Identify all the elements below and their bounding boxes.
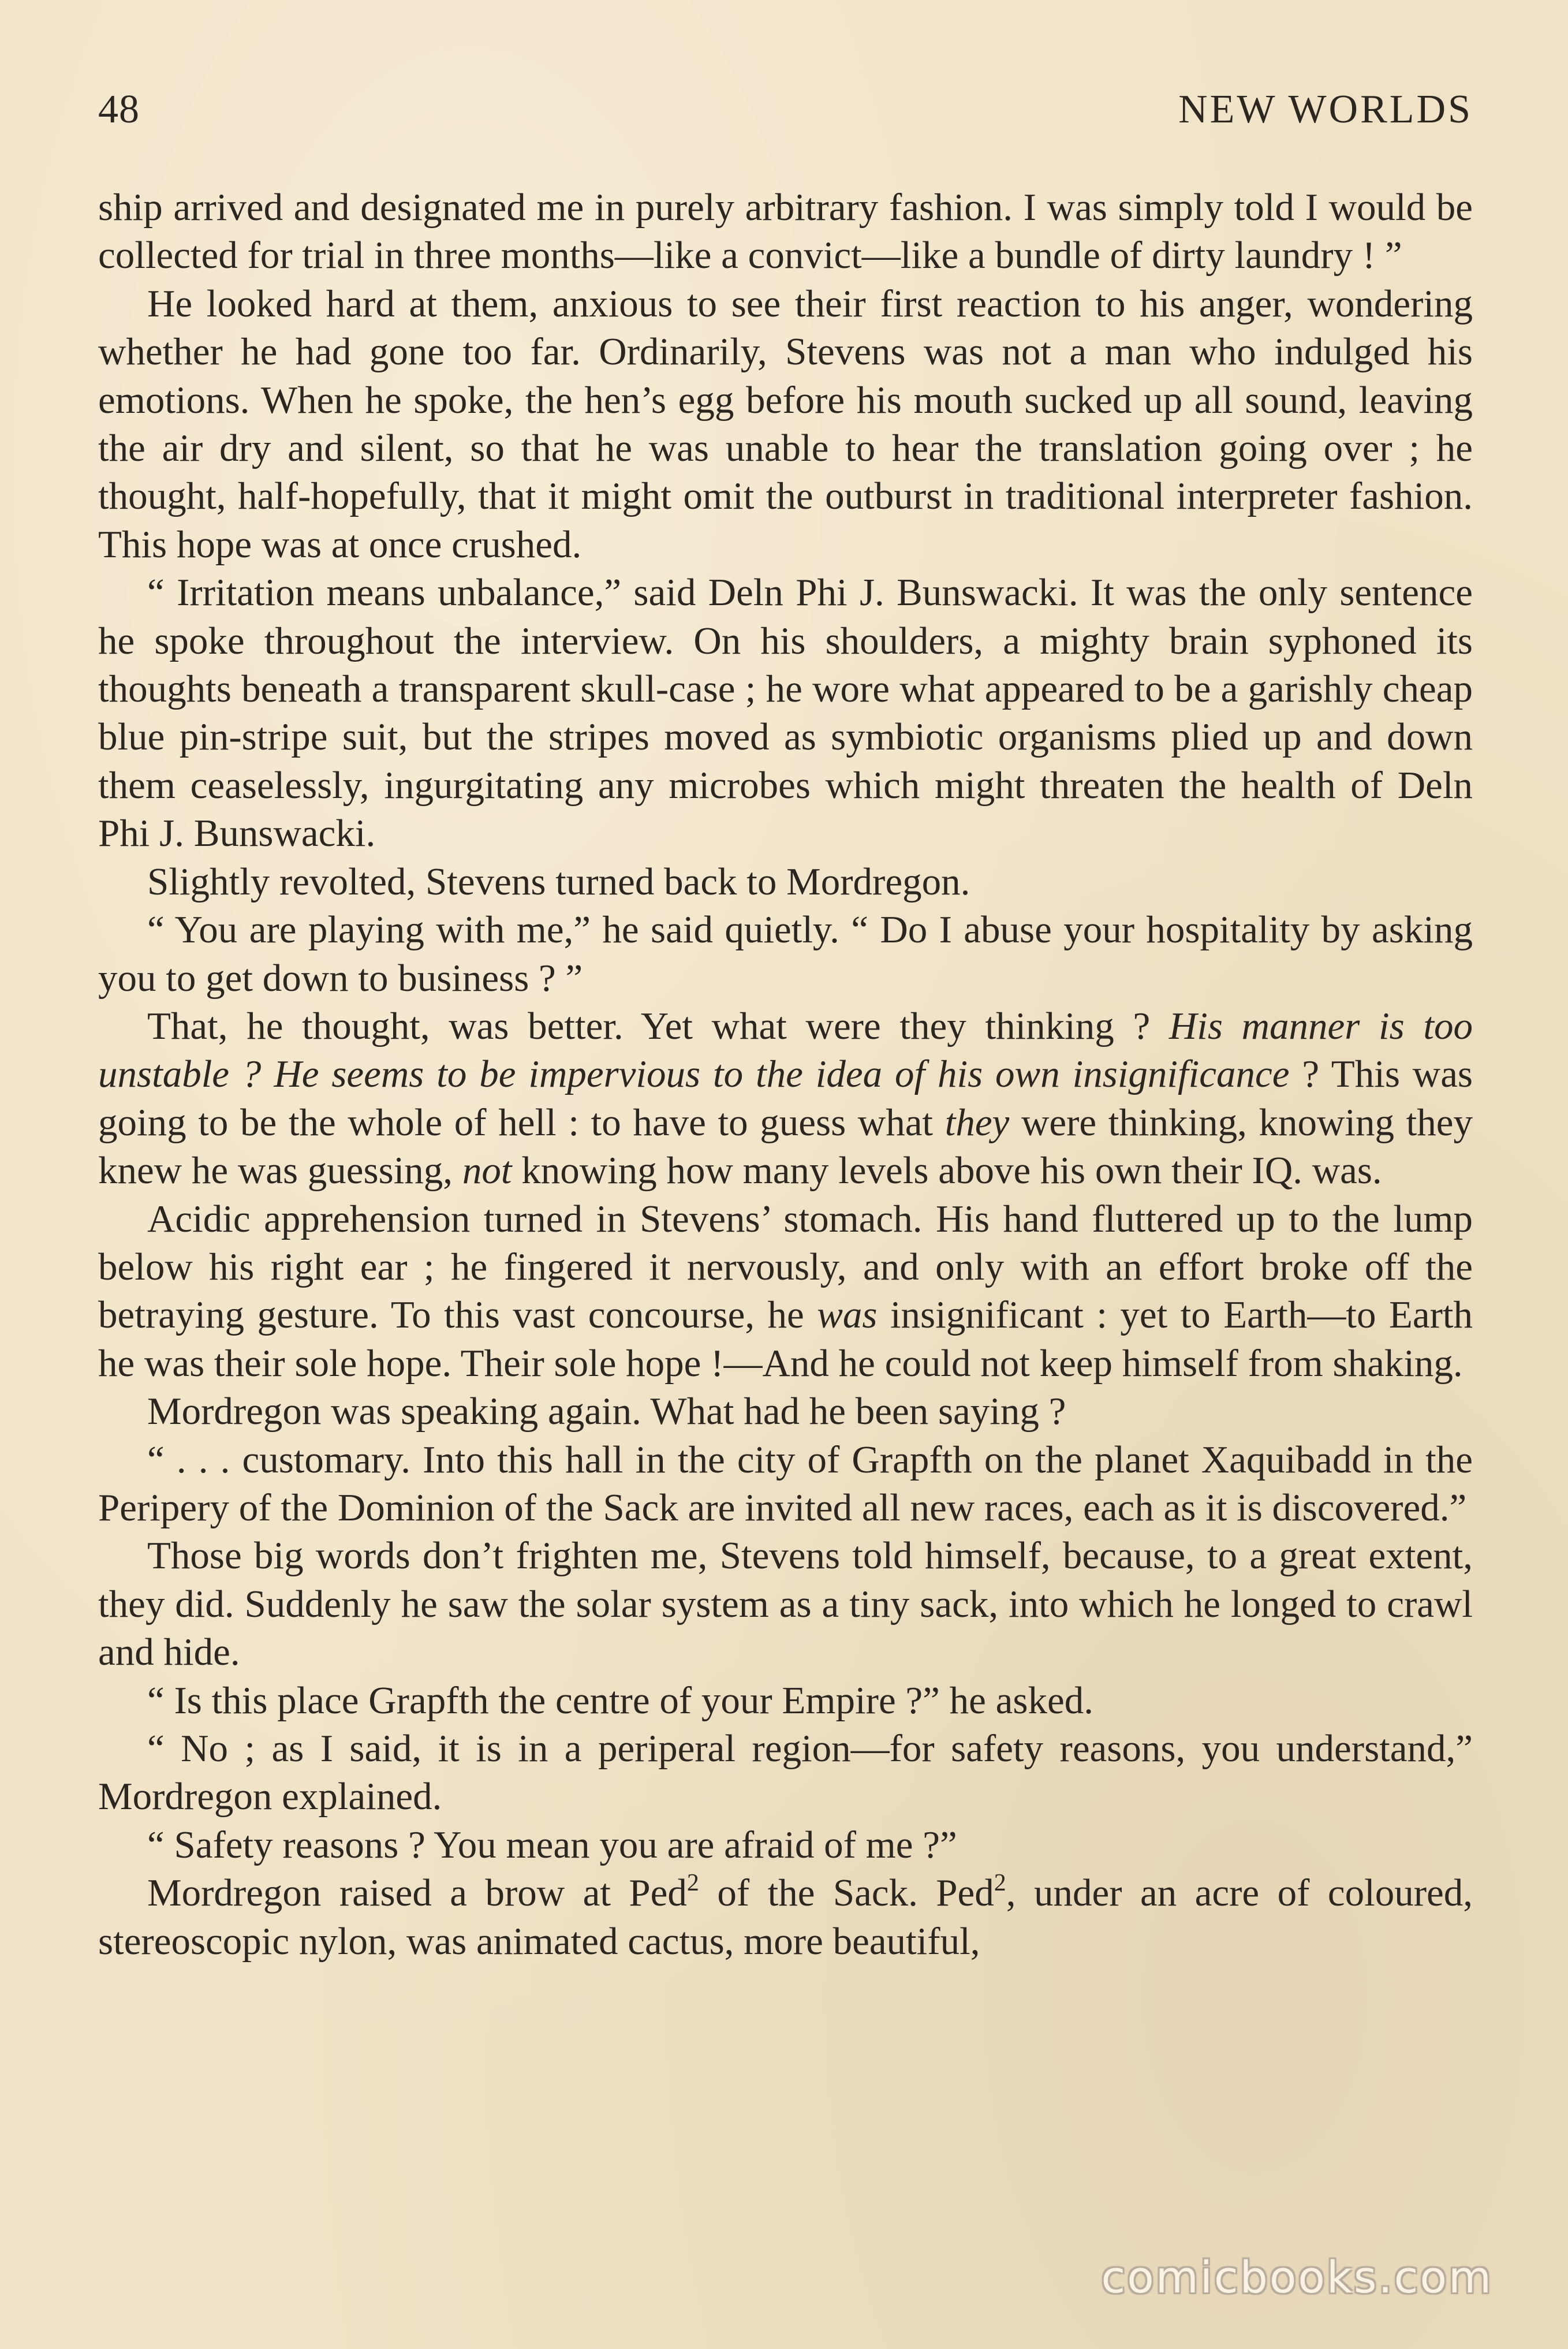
text-run: were thinking, knowing they knew he was guessing, — [98, 1101, 1473, 1192]
text-run: Mordregon raised a brow at Ped — [147, 1871, 687, 1915]
text-run: ? This was going to be the whole of hell : to have to guess what — [98, 1053, 1473, 1144]
paragraph: Mordregon was speaking again. What had he been saying ? — [147, 1390, 1066, 1433]
text-run: , under an acre of coloured, stereoscopic nylon, was animated cactus, more beautiful, — [98, 1871, 1473, 1963]
paragraph: Slightly revolted, Stevens turned back to Mordregon. — [147, 860, 970, 903]
paragraph: He looked hard at them, anxious to see their first reaction to his anger, wondering whether he had gone too far. Ordinarily, Stevens was not a man who indulged his emotions. When he spoke, the hen’s egg before his mouth sucked up all sound, leaving the air dry and silent, so that he was unable to hear the translation going over ; he thought, half-hopefully, that it might omit the outburst in traditional interpreter fashion. This hope was at once crushed. — [98, 282, 1473, 566]
journal-title: NEW WORLDS — [1178, 87, 1473, 132]
paragraph — [98, 1002, 1473, 1195]
paragraph: Those big words don’t frighten me, Stevens told himself, because, to a great extent, they did. Suddenly he saw the solar system as a tiny sack, into which he longed to crawl and hide. — [98, 1534, 1473, 1674]
superscript: 2 — [994, 1870, 1006, 1897]
paragraph: “ You are playing with me,” he said quietly. “ Do I abuse your hospitality by asking you to get down to business ? ” — [98, 908, 1473, 1000]
text-run: That, he thought, was better. Yet what were they thinking ? — [147, 1004, 1169, 1047]
text-run: Acidic apprehension turned in Stevens’ stomach. His hand fluttered up to the lump below his right ear ; he fingered it nervously, and only with an effort broke off the betraying gesture. To this vast concourse, he — [98, 1197, 1473, 1337]
italic-word: was — [817, 1293, 878, 1337]
text-run: insignificant : yet to Earth—to Earth he was their sole hope. Their sole hope !—And he could not keep himself from shaking. — [98, 1293, 1473, 1385]
paragraph: “ . . . customary. Into this hall in the city of Grapfth on the planet Xaquibadd in the Peripery of the Dominion of the Sack are invited all new races, each as it is discovered.” — [98, 1438, 1473, 1529]
watermark: comicbooks.com — [1101, 2251, 1493, 2303]
italic-thought: His manner is too unstable ? He seems to be impervious to the idea of his own insignificance — [98, 1004, 1473, 1096]
text-run: knowing how many levels above his own their IQ. was. — [512, 1149, 1382, 1192]
paragraph: ship arrived and designated me in purely arbitrary fashion. I was simply told I would be collected for trial in three months—like a convict—like a bundle of dirty laundry ! ” — [98, 186, 1473, 277]
page-number: 48 — [98, 87, 140, 132]
text-run: of the Sack. Ped — [699, 1871, 994, 1915]
paragraph: “ No ; as I said, it is in a periperal region—for safety reasons, you understand,” Mordregon explained. — [98, 1727, 1473, 1818]
superscript: 2 — [686, 1870, 699, 1897]
paragraph: “ Safety reasons ? You mean you are afraid of me ?” — [147, 1823, 957, 1866]
italic-word: they — [944, 1101, 1010, 1144]
paragraph — [98, 1869, 1473, 1966]
paragraph: “ Irritation means unbalance,” said Deln Phi J. Bunswacki. It was the only sentence he spoke throughout the interview. On his shoulders, a mighty brain syphoned its thoughts beneath a transparent skull-case ; he wore what appeared to be a garishly cheap blue pin-stripe suit, but the stripes moved as symbiotic organisms plied up and down them ceaselessly, ingurgitating any microbes which might threaten the health of Deln Phi J. Bunswacki. — [98, 571, 1473, 855]
running-head — [98, 87, 1473, 139]
paragraph: “ Is this place Grapfth the centre of your Empire ?” he asked. — [147, 1679, 1093, 1722]
body-text — [98, 184, 1473, 1966]
paragraph — [98, 1195, 1473, 1388]
italic-word: not — [462, 1149, 512, 1192]
